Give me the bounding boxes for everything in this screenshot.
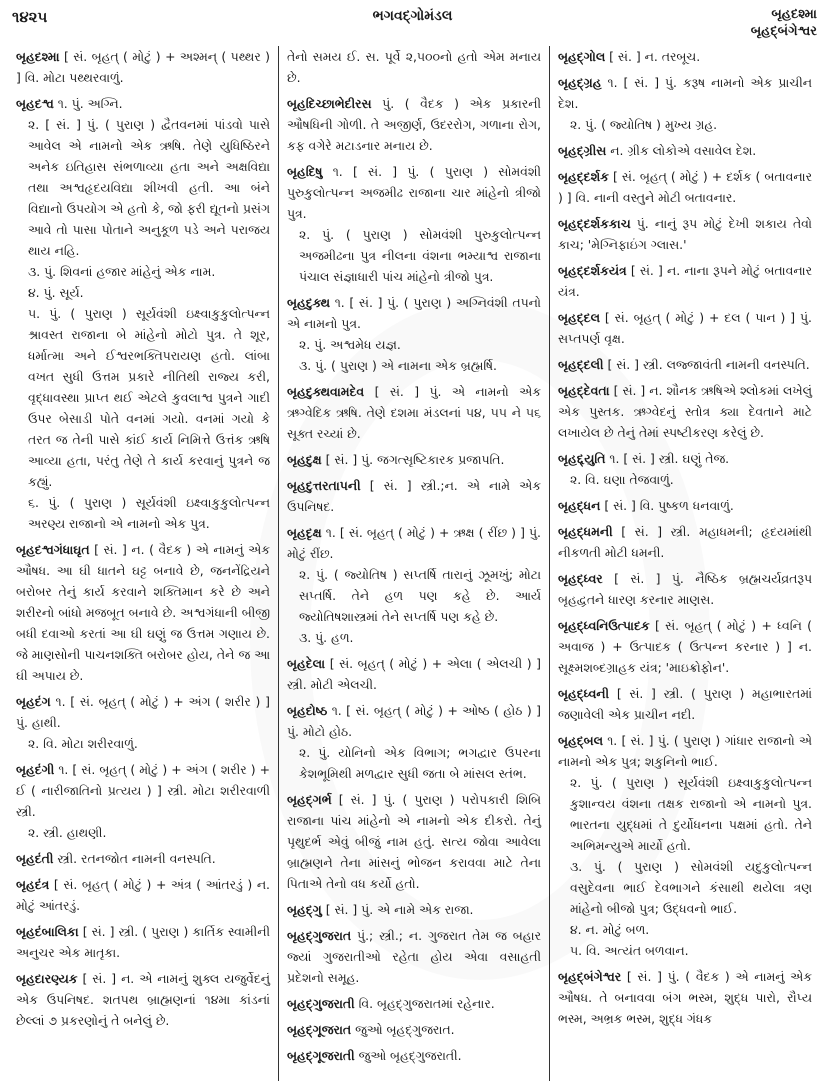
entry-sense: ૨. પું. ( જ્યોતિષ ) સપ્તર્ષિ તારાનું ઝૂમખું; મોટા સપ્તર્ષિ. તેને હળ પણ કહે છે. આર્ય જ્યોતિષશાસ્ત્રમાં તેને સપ્તર્ષિ પણ કહે છે.: [299, 567, 541, 624]
guide-word-last: બૃહદ્બંગેશ્વર: [750, 24, 817, 39]
entry-sense: [ સં. ] ન. શૌનક ઋષિએ શ્લોકમાં લખેલું એક પુસ્તક. ઋગ્વેદનું સ્તોત્ર ક્યા દેવતાને માટે લખાયેલ છે તેનું તેમાં સ્પષ્ટીકરણ કરેલું છે.: [558, 383, 812, 440]
entry-sense: ૩. પું. શિવનાં હજાર માંહેનું એક નામ.: [28, 264, 216, 279]
dictionary-entry: [558, 568, 812, 610]
entry-headword: બૃહદ્ગુજરાતી: [287, 996, 355, 1011]
dictionary-entry: [287, 522, 541, 648]
entry-sense: ૧. [ સં. ] પું. કરૂષ નામનો એક પ્રાચીન દેશ.: [558, 75, 812, 111]
dictionary-entry: [558, 615, 812, 678]
entry-headword: બૃહદ્દર્શકયંત્ર: [558, 263, 627, 278]
entry-headword: બૃહદ્બલ: [558, 733, 604, 748]
entry-headword: બૃહદ્દેવતા: [558, 383, 610, 398]
dictionary-entry: [287, 925, 541, 988]
dictionary-entry: [558, 46, 812, 67]
entry-sense: [ સં. બૃહત્ ( મોટું ) + એલા ( એલચી ) ] સ્ત્રી. મોટી એલચી.: [287, 656, 541, 692]
dictionary-columns: [8, 46, 820, 1081]
dictionary-entry: [558, 260, 812, 302]
book-title: ભગવદ્ગોમંડલ: [372, 8, 453, 24]
entry-sense: ૧. [ સં. બૃહત્ ( મોટું ) + ઓષ્ઠ ( હોઠ ) ] પું. મોટો હોઠ.: [287, 703, 541, 739]
dictionary-entry: [16, 968, 270, 1031]
entry-sense: સ્ત્રી. રતનજોત નામની વનસ્પતિ.: [57, 851, 216, 866]
entry-headword: બૃહદ્ગુજરાત: [287, 928, 352, 943]
page-number: ૧૪૨૫: [12, 8, 48, 26]
entry-headword: બૃહદ્ગ્રહ: [558, 75, 602, 90]
entry-sense: ૨. પું. અશ્વમેધ યજ્ઞ.: [299, 337, 401, 352]
entry-headword: બૃહદશ્વ: [16, 96, 54, 111]
entry-headword: બૃહદુક્ષ: [287, 452, 322, 467]
dictionary-entry: [558, 140, 812, 161]
entry-sense: ૨. [ સં. ] પું. ( પુરાણ ) દ્વૈતવનમાં પાંડવો પાસે આવેલ એ નામનો એક ઋષિ. તેણે યુધિષ્ઠિરને અનેક ઇતિહાસ સંભળાવ્યા હતા અને અક્ષવિદ્યા તથા અશ્વહૃદયવિદ્યા શીખવી હતી. આ બંને વિદ્યાનો ઉપયોગ એ હતો કે, જો ફરી દ્યૂતનો પ્રસંગ આવે તો પાસા પોતાને અનુકૂળ પડે અને પરાજય થાય નહિ.: [28, 117, 270, 258]
entry-sense: ૨. પું. ( પુરાણ ) સૂર્યવંશી ઇક્ષ્વાકુકુલોત્પન્ન કુશાન્વય વંશના તક્ષક રાજાનો એ નામનો પુત્ર. ભારતના યુદ્ધમાં તે દુર્યોધનના પક્ષમાં હતો. તેને અભિમન્યુએ માર્યો હતો.: [570, 775, 812, 853]
entry-sense: ૪. ન. મોટું બળ.: [570, 922, 650, 937]
entry-sense: ૨. પું. ( પુરાણ ) સોમવંશી પુરુકુલોત્પન્ન અજમીઢના પુત્ર નીલના વંશના ભમ્યાશ્વ રાજાના પંચાલ સંજ્ઞાધારી પાંચ માંહેનો ત્રીજો પુત્ર.: [299, 227, 541, 284]
dictionary-entry: [16, 46, 270, 88]
entry-sense: ૧. [ સં. બૃહત્ ( મોટું ) + અંગ ( શરીર ) ] પું. હાથી.: [16, 694, 270, 730]
dictionary-entry: [16, 691, 270, 754]
dictionary-entry: [287, 899, 541, 920]
dictionary-entry: [558, 966, 812, 1029]
entry-sense: ૧. પું. અગ્નિ.: [57, 96, 123, 111]
dictionary-entry: [558, 354, 812, 375]
entry-sense: [ સં. ] પું. જગત્સૃષ્ટિકારક પ્રજાપતિ.: [325, 452, 505, 467]
entry-sense: [ સં. ] પું. ( વૈદક ) એ નામનું એક ઔષધ. તે બનાવવા બંગ ભસ્મ, શુદ્ધ પારો, રૌપ્ય ભસ્મ, અભ્રક ભસ્મ, શુદ્ધ ગંધક: [558, 969, 812, 1026]
entry-headword: બૃહદિચ્છાભેદીરસ: [287, 96, 372, 111]
dictionary-entry: [558, 380, 812, 443]
entry-sense: [ સં. બૃહત્ ( મોટું ) + દર્શક ( બતાવનાર ) ] વિ. નાની વસ્તુને મોટી બતાવનાર.: [558, 169, 812, 205]
entry-headword: બૃહદ્દલી: [558, 357, 604, 372]
dictionary-entry: [16, 921, 270, 963]
dictionary-entry: [558, 730, 812, 961]
dictionary-entry: [287, 161, 541, 287]
entry-sense: ૨. પું. યોનિનો એક વિભાગ; ભગદ્વાર ઉપરના કેશભૂમિથી મળદ્વાર સુધી જતા બે માંસલ સ્તંભ.: [299, 745, 541, 781]
dictionary-entry: [16, 759, 270, 843]
entry-sense: [ સં. ] પું. નૈષ્ઠિક બ્રહ્મચર્યવ્રતરૂપ બૃહદ્વ્રતને ધારણ કરનાર માણસ.: [558, 571, 812, 607]
entry-sense: ૧. [ સં. ] પું. ( પુરાણ ) ગાંધાર રાજાનો એ નામનો એક પુત્ર; શકુનિનો ભાઈ.: [558, 733, 812, 769]
guide-words: [751, 6, 817, 40]
dictionary-entry: [558, 495, 812, 516]
entry-headword: બૃહદિષુ: [287, 164, 323, 179]
entry-sense: ૧. [ સં. ] સ્ત્રી. ઘણું તેજ.: [609, 451, 730, 466]
dictionary-entry: [558, 448, 812, 490]
dictionary-entry: [16, 874, 270, 916]
entry-sense: ન. ગ્રીક લોકોએ વસાવેલ દેશ.: [610, 143, 757, 158]
dictionary-entry: [16, 93, 270, 534]
entry-sense: ૨. વિ. ઘણા તેજવાળું.: [570, 472, 674, 487]
entry-headword: બૃહદ્દ્યુતિ: [558, 451, 606, 466]
entry-headword: બૃહદ્ગૂજરાત: [287, 1022, 352, 1037]
entry-sense: ૧. [ સં. ] પું. ( પુરાણ ) સોમવંશી પુરુકુલોત્પન્ન અજમીઢ રાજાના ચાર માંહેનો ત્રીજો પુત્ર.: [287, 164, 541, 221]
dictionary-entry: [287, 292, 541, 376]
entry-sense: [ સં. ] પું. એ નામે એક રાજા.: [325, 902, 474, 917]
entry-headword: બૃહદોષ્ઠ: [287, 703, 328, 718]
entry-headword: બૃહદ્ગર્ભ: [287, 792, 332, 807]
entry-headword: બૃહદારણ્યક: [16, 971, 78, 986]
entry-sense: ૩. પું. ( પુરાણ ) એ નામના એક બ્રહ્મર્ષિ.: [299, 358, 498, 373]
entry-sense: ૩. પું. ( પુરાણ ) સોમવંશી યદુકુલોત્પન્ન વસુદેવના ભાઈ દેવભાગને કંસાથી થયેલા ત્રણ માંહેનો બીજો પુત્ર; ઉદ્ધવનો ભાઈ.: [570, 859, 812, 916]
entry-headword: બૃહદશ્વગંધાઘૃત: [16, 542, 90, 557]
entry-headword: બૃહદૃક્ષ: [287, 525, 322, 540]
dictionary-entry: [287, 789, 541, 894]
column-left: [8, 46, 278, 1081]
entry-sense: [ સં. ] પું. ( પુરાણ ) પરોપકારી શિબિ રાજાના પાંચ માંહેનો એ નામનો એક દીકરો. તેનું પૃથુદર્ભ એવું બીજું નામ હતું. સત્ય જોવા આવેલા બ્રાહ્મણને તેના માંસનું ભોજન કરાવવા માટે તેના પિતાએ તેનો વધ કર્યો હતો.: [287, 792, 541, 891]
entry-sense: [ સં. બૃહત્ ( મોટું ) + અંત્ર ( આંતરડું ) ન. મોટું આંતરડું.: [16, 877, 270, 913]
entry-headword: બૃહદ્ધન: [558, 498, 601, 513]
entry-sense: [ સં. ] ન. ( વૈદક ) એ નામનું એક ઔષધ. આ ઘી ધાતને ઘટ્ટ બનાવે છે, જનનેંદ્રિયને બરોબર તેનું કાર્ય કરવાને શક્તિમાન કરે છે અને શરીરનો બાંધો મજબૂત બનાવે છે. અશ્વગંધાની બીજી બધી દવાઓ કરતાં આ ઘી ઘણું જ ઉત્તમ ગણાય છે. જે માણસોની પાચનશક્તિ બરોબર હોય, તેને જ આ ઘી અપાય છે.: [16, 542, 270, 683]
entry-sense: [ સં. બૃહત્ ( મોટું ) + ધ્વનિ ( અવાજ ) + ઉત્પાદક ( ઉત્પન્ન કરનાર ) ] ન. સૂક્ષ્મશબ્દગ્રાહક યંત્ર; 'માઇક્રોફોન'.: [558, 618, 812, 675]
dictionary-entry: [558, 213, 812, 255]
entry-sense: વિ. બૃહદ્ગુજરાતમાં રહેનાર.: [358, 996, 495, 1011]
entry-headword: બૃહદંતી: [16, 851, 54, 866]
dictionary-entry: [287, 46, 541, 88]
guide-word-first: બૃહદશ્મા: [771, 7, 817, 22]
entry-headword: બૃહદ્ગૂજરાતી: [287, 1048, 355, 1063]
entry-headword: બૃહદ્ધ્વની: [558, 686, 610, 701]
entry-headword: બૃહદ્દલ: [558, 310, 600, 325]
entry-sense: ૬. પું. ( પુરાણ ) સૂર્યવંશી ઇક્ષ્વાકુકુલોત્પન્ન અરણ્ય રાજાનો એ નામનો એક પુત્ર.: [28, 495, 270, 531]
entry-headword: બૃહદંબાલિકા: [16, 924, 79, 939]
dictionary-entry: [558, 307, 812, 349]
entry-sense: પું.; સ્ત્રી.; ન. ગુજરાત તેમ જ બહાર જ્યાં ગુજરાતીઓ રહેતા હોય એવા વસાહતી પ્રદેશનો સમૂહ.: [287, 928, 541, 985]
entry-headword: બૃહદુક્થવામદેવ: [287, 384, 365, 399]
entry-sense: [ સં. ] ન. એ નામનું શુક્લ યજુર્વેદનું એક ઉપનિષદ. શતપથ બ્રાહ્મણનાં ૧૪મા કાંડનાં છેલ્લાં ૭ પ્રકરણોનું તે બનેલું છે.: [16, 971, 270, 1028]
entry-sense: ૨. વિ. મોટા શરીરવાળું.: [28, 736, 138, 751]
dictionary-entry: [287, 449, 541, 470]
column-middle: [278, 46, 549, 1081]
entry-headword: બૃહદંત્ર: [16, 877, 50, 892]
entry-sense: ૩. પું. હળ.: [299, 630, 354, 645]
entry-sense: [ સં. બૃહત્ ( મોટું ) + દલ ( પાન ) ] પું. સપ્તપર્ણ વૃક્ષ.: [558, 310, 812, 346]
entry-sense: પું. ( વૈદક ) એક પ્રકારની ઔષધિની ગોળી. તે અજીર્ણ, ઉદરરોગ, ગળાના રોગ, કફ વગેરે મટાડનાર મનાય છે.: [287, 96, 541, 153]
column-right: [549, 46, 820, 1081]
dictionary-entry: [558, 166, 812, 208]
entry-headword: બૃહદેલા: [287, 656, 326, 671]
entry-sense: ૧. [ સં. ] પું. ( પુરાણ ) અગ્નિવંશી તપનો એ નામનો પુત્ર.: [287, 295, 541, 331]
entry-sense: ૫. વિ. અત્યંત બળવાન.: [570, 943, 689, 958]
entry-sense: ૫. પું. ( પુરાણ ) સૂર્યવંશી ઇક્ષ્વાકુકુલોત્પન્ન શ્રાવસ્ત રાજાના બે માંહેનો મોટો પુત્ર. તે શૂર, ધર્માત્મા અને ઈશ્વરભક્તિપરાયણ હતો. લાંબા વખત સુધી ઉત્તમ પ્રકારે નીતિથી રાજ્ય કરી, વૃદ્ધાવસ્થા પ્રાપ્ત થઈ એટલે કુવલાશ્વ પુત્રને ગાદી ઉપર બેસાડી પોતે વનમાં ગયો. વનમાં ગયો કે તરત જ તેની પાસે કાંઈ કાર્ય નિમિત્તે ઉત્તંક ઋષિ આવ્યા હતા, પરંતુ તેણે તે કાર્ય કરવાનું પુત્રને જ કહ્યું.: [28, 306, 270, 489]
dictionary-entry: [558, 521, 812, 563]
entry-headword: બૃહદંગ: [16, 694, 51, 709]
entry-sense: [ સં. ] પું. એ નામનો એક ઋગ્વેદિક ઋષિ. તેણે દશમા મંડલનાં ૫૪, ૫૫ ને ૫૬ સૂક્ત રચ્યાં છે.: [287, 384, 541, 441]
dictionary-entry: [287, 993, 541, 1014]
entry-sense: [ સં. ] સ્ત્રી. ( પુરાણ ) મહાભારતમાં જણાવેલી એક પ્રાચીન નદી.: [558, 686, 812, 722]
entry-sense: પું. નાનું રૂપ મોટું દેખી શકાય તેવો કાચ; 'મેગ્નિફાઇંગ ગ્લાસ.': [558, 216, 812, 252]
entry-headword: બૃહદ્ગ્રીસ: [558, 143, 607, 158]
entry-sense: [ સં. ] સ્ત્રી. ( પુરાણ ) કાર્તિક સ્વામીની અનુચર એક માતૃકા.: [16, 924, 270, 960]
dictionary-entry: [287, 475, 541, 517]
dictionary-entry: [287, 1019, 541, 1040]
page-header: [0, 0, 825, 48]
entry-headword: બૃહદ્દર્શકકાચ: [558, 216, 631, 231]
entry-sense: ૧. [ સં. બૃહત્ ( મોટું ) + અંગ ( શરીર ) + ઈ ( નારીજાતિનો પ્રત્યય ) ] સ્ત્રી. મોટા શરીરવાળી સ્ત્રી.: [16, 762, 270, 819]
entry-headword: બૃહદુત્તરતાપની: [287, 478, 361, 493]
entry-sense: ૨. પું. ( જ્યોતિષ ) મુખ્ય ગ્રહ.: [570, 117, 718, 132]
dictionary-entry: [558, 72, 812, 135]
entry-sense: [ સં. ] ન. નાના રૂપને મોટું બતાવનાર યંત્ર.: [558, 263, 812, 299]
dictionary-entry: [287, 381, 541, 444]
dictionary-entry: [287, 93, 541, 156]
entry-sense: [ સં. ] સ્ત્રી.;ન. એ નામે એક ઉપનિષદ.: [287, 478, 541, 514]
entry-sense: જુઓ બૃહદ્ગુજરાત.: [355, 1022, 455, 1037]
entry-sense: તેનો સમય ઈ. સ. પૂર્વે ૨,૫૦૦નો હતો એમ મનાય છે.: [287, 49, 541, 85]
dictionary-entry: [16, 539, 270, 686]
entry-headword: બૃહદ્બંગેશ્વર: [558, 969, 622, 984]
dictionary-entry: [16, 848, 270, 869]
entry-sense: જુઓ બૃહદ્ગુજરાતી.: [358, 1048, 462, 1063]
entry-sense: ૨. સ્ત્રી. હાથણી.: [28, 825, 107, 840]
dictionary-entry: [287, 653, 541, 695]
entry-sense: [ સં. બૃહત્ ( મોટું ) + અશ્મન્ ( પથ્થર ) ] વિ. મોટા પથ્થરવાળું.: [16, 49, 270, 85]
dictionary-entry: [558, 683, 812, 725]
entry-headword: બૃહદ્ધ્વર: [558, 571, 603, 586]
entry-sense: [ સં. ] સ્ત્રી. મહાધમની; હૃદયમાંથી નીકળતી મોટી ધમની.: [558, 524, 812, 560]
dictionary-entry: [287, 1045, 541, 1066]
entry-sense: [ સં. ] સ્ત્રી. લજ્જાવંતી નામની વનસ્પતિ.: [607, 357, 810, 372]
entry-sense: ૧. [ સં. બૃહત્ ( મોટું ) + ઋક્ષ ( રીંછ ) ] પું. મોટું રીંછ.: [287, 525, 541, 561]
entry-headword: બૃહદશ્મા: [16, 49, 60, 64]
entry-headword: બૃહદ્દર્શક: [558, 169, 609, 184]
entry-sense: [ સં. ] ન. તરબૂચ.: [609, 49, 701, 64]
entry-headword: બૃહદ્ધ્વનિઉત્પાદક: [558, 618, 650, 633]
dictionary-entry: [287, 700, 541, 784]
entry-headword: બૃહદ્ધમની: [558, 524, 613, 539]
entry-headword: બૃહદ્ગુ: [287, 902, 322, 917]
entry-sense: [ સં. ] વિ. પુષ્કળ ધનવાળું.: [604, 498, 734, 513]
entry-headword: બૃહદુક્થ: [287, 295, 330, 310]
entry-headword: બૃહદ્ગોલ: [558, 49, 606, 64]
entry-headword: બૃહદંગી: [16, 762, 55, 777]
entry-sense: ૪. પું. સૂર્ય.: [28, 285, 84, 300]
